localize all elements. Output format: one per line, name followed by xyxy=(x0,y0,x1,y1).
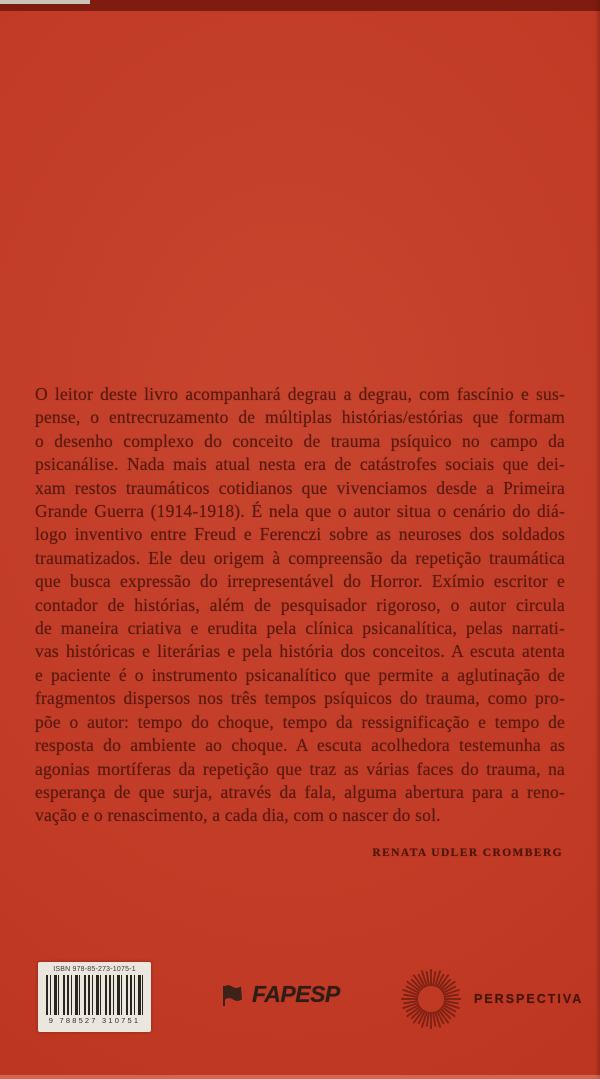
paragraph-line: de maneira criativa e erudita pela clínica psicanalítica, pelas narrati- xyxy=(35,618,565,639)
perspectiva-logo xyxy=(400,968,583,1030)
paragraph-line: fragmentos dispersos nos três tempos psíquicos do trauma, como pro- xyxy=(35,688,565,709)
paragraph-line: vação e o renascimento, a cada dia, com o nascer do sol. xyxy=(35,805,441,826)
paragraph-line: o desenho complexo do conceito de trauma psíquico no campo da xyxy=(35,430,565,451)
paragraph-line: esperança de que surja, através da fala, alguma abertura para a reno- xyxy=(35,781,565,802)
paragraph-line: traumatizados. Ele deu origem à compreensão da repetição traumática xyxy=(35,547,565,568)
isbn-barcode-label xyxy=(38,962,151,1032)
book-bottom-edge-highlight xyxy=(0,1075,600,1079)
paragraph-line: O leitor deste livro acompanhará degrau a degrau, com fascínio e sus- xyxy=(35,384,565,404)
paragraph-line: pense, o entrecruzamento de múltiplas histórias/estórias que formam xyxy=(35,407,565,428)
perspectiva-sunburst-icon xyxy=(400,968,462,1030)
barcode-digits: 9 788527 310751 xyxy=(48,1016,141,1025)
paragraph-line: e paciente é o instrumento psicanalítico que permite a aglutinação de xyxy=(35,664,565,685)
paragraph-line: põe o autor: tempo do choque, tempo da ressignificação e tempo de xyxy=(35,711,565,732)
paragraph-line: resposta do ambiente ao choque. A escuta acolhedora testemunha as xyxy=(35,735,565,756)
fapesp-flag-icon xyxy=(221,982,247,1008)
photo-background-sliver xyxy=(0,0,90,4)
author-credit: RENATA UDLER CROMBERG xyxy=(372,847,563,859)
perspectiva-wordmark: PERSPECTIVA xyxy=(474,992,584,1006)
paragraph-line: logo inventivo entre Freud e Ferenczi sobre as neuroses dos soldados xyxy=(35,524,565,545)
barcode-bars xyxy=(46,975,143,1015)
paragraph-line: agonias mortíferas da repetição que traz as várias faces do trauma, na xyxy=(35,758,565,779)
paragraph-line: psicanálise. Nada mais atual nesta era de catástrofes sociais que dei- xyxy=(35,454,565,475)
paragraph-line: que busca expressão do irrepresentável do Horror. Exímio escritor e xyxy=(35,571,565,592)
fapesp-wordmark: FAPESP xyxy=(252,981,340,1007)
paragraph-line: contador de histórias, além de pesquisador rigoroso, o autor circula xyxy=(35,594,565,615)
isbn-number: ISBN 978-85-273-1075-1 xyxy=(53,966,136,973)
fapesp-logo xyxy=(221,981,340,1008)
book-right-edge-shadow xyxy=(595,0,600,1079)
paragraph-line: vas históricas e literárias e pela história dos conceitos. A escuta atenta xyxy=(35,641,565,662)
paragraph-line: xam restos traumáticos cotidianos que vivenciamos desde a Primeira xyxy=(35,477,565,498)
book-top-edge xyxy=(0,0,600,11)
back-cover-paragraph xyxy=(35,383,565,828)
paragraph-line: Grande Guerra (1914-1918). É nela que o autor situa o cenário do diá- xyxy=(35,501,565,522)
